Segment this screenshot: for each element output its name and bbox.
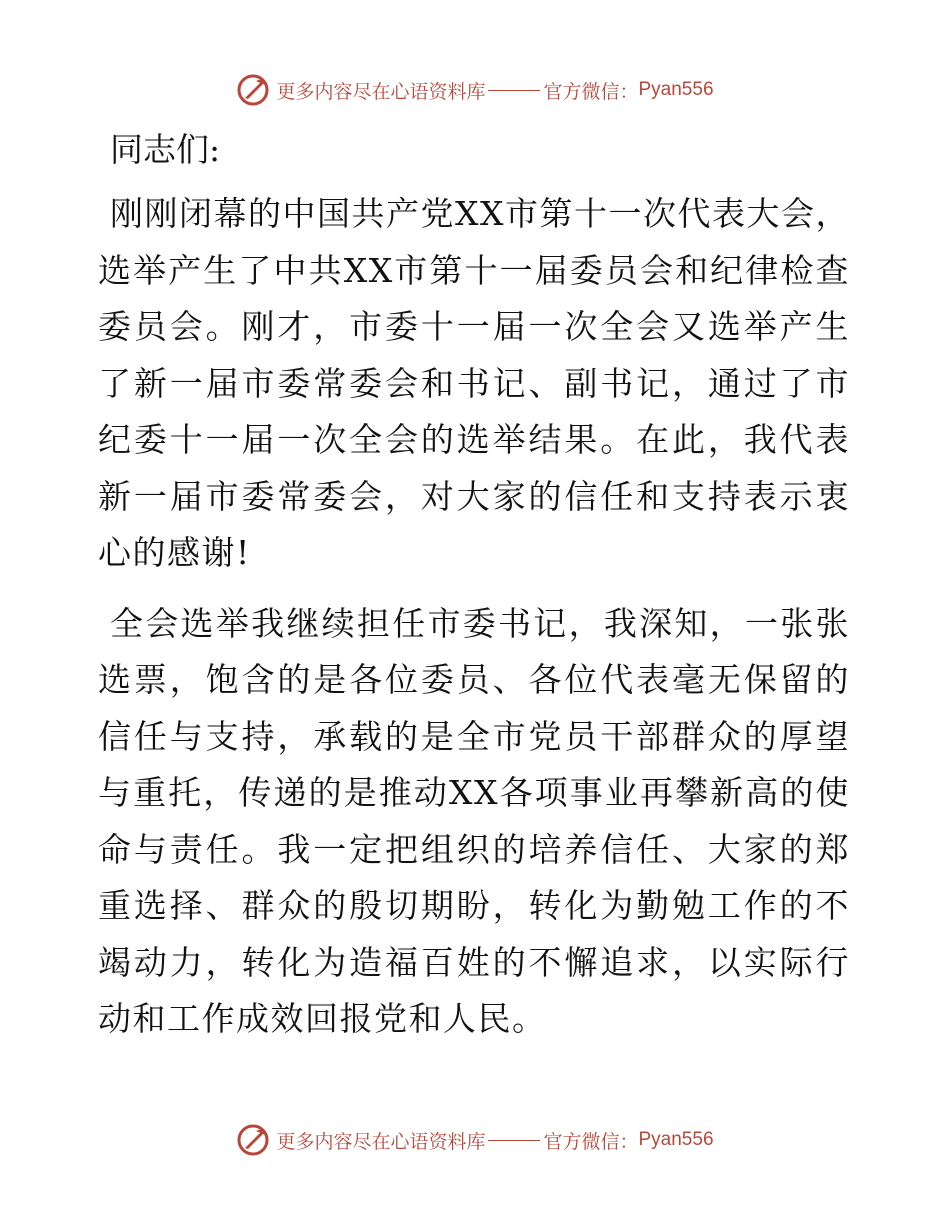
watermark-dash bbox=[488, 90, 540, 91]
document-body bbox=[98, 124, 850, 1062]
watermark-brand: 更多内容尽在心语资料库 bbox=[276, 80, 486, 103]
footer-watermark bbox=[0, 1120, 950, 1160]
paragraph-1: 刚刚闭幕的中国共产党XX市第十一次代表大会，选举产生了中共XX市第十一届委员会和纪律检查委员会。刚才，市委十一届一次全会又选举产生了新一届市委常委会和书记、副书记，通过了市纪委十一届一次全会的选举结果。在此，我代表新一届市委常委会，对大家的信任和支持表示衷心的感谢! bbox=[98, 194, 850, 572]
watermark-official: 官方微信： bbox=[543, 80, 639, 103]
quill-seal-icon bbox=[236, 1123, 270, 1157]
quill-seal-icon bbox=[236, 73, 270, 107]
watermark-account: Pyan556 bbox=[638, 1129, 714, 1150]
watermark-account: Pyan556 bbox=[638, 79, 714, 100]
header-watermark bbox=[0, 70, 950, 110]
salutation: 同志们: bbox=[110, 130, 221, 169]
watermark-dash bbox=[488, 1140, 540, 1141]
paragraph-2: 全会选举我继续担任市委书记，我深知，一张张选票，饱含的是各位委员、各位代表毫无保留的信任与支持，承载的是全市党员干部群众的厚望与重托，传递的是推动XX各项事业再攀新高的使命与责任。我一定把组织的培养信任、大家的郑重选择、群众的殷切期盼，转化为勤勉工作的不竭动力，转化为造福百姓的不懈追求，以实际行动和工作成效回报党和人民。 bbox=[98, 603, 850, 1038]
watermark-brand: 更多内容尽在心语资料库 bbox=[276, 1130, 486, 1153]
watermark-official: 官方微信： bbox=[543, 1130, 639, 1153]
